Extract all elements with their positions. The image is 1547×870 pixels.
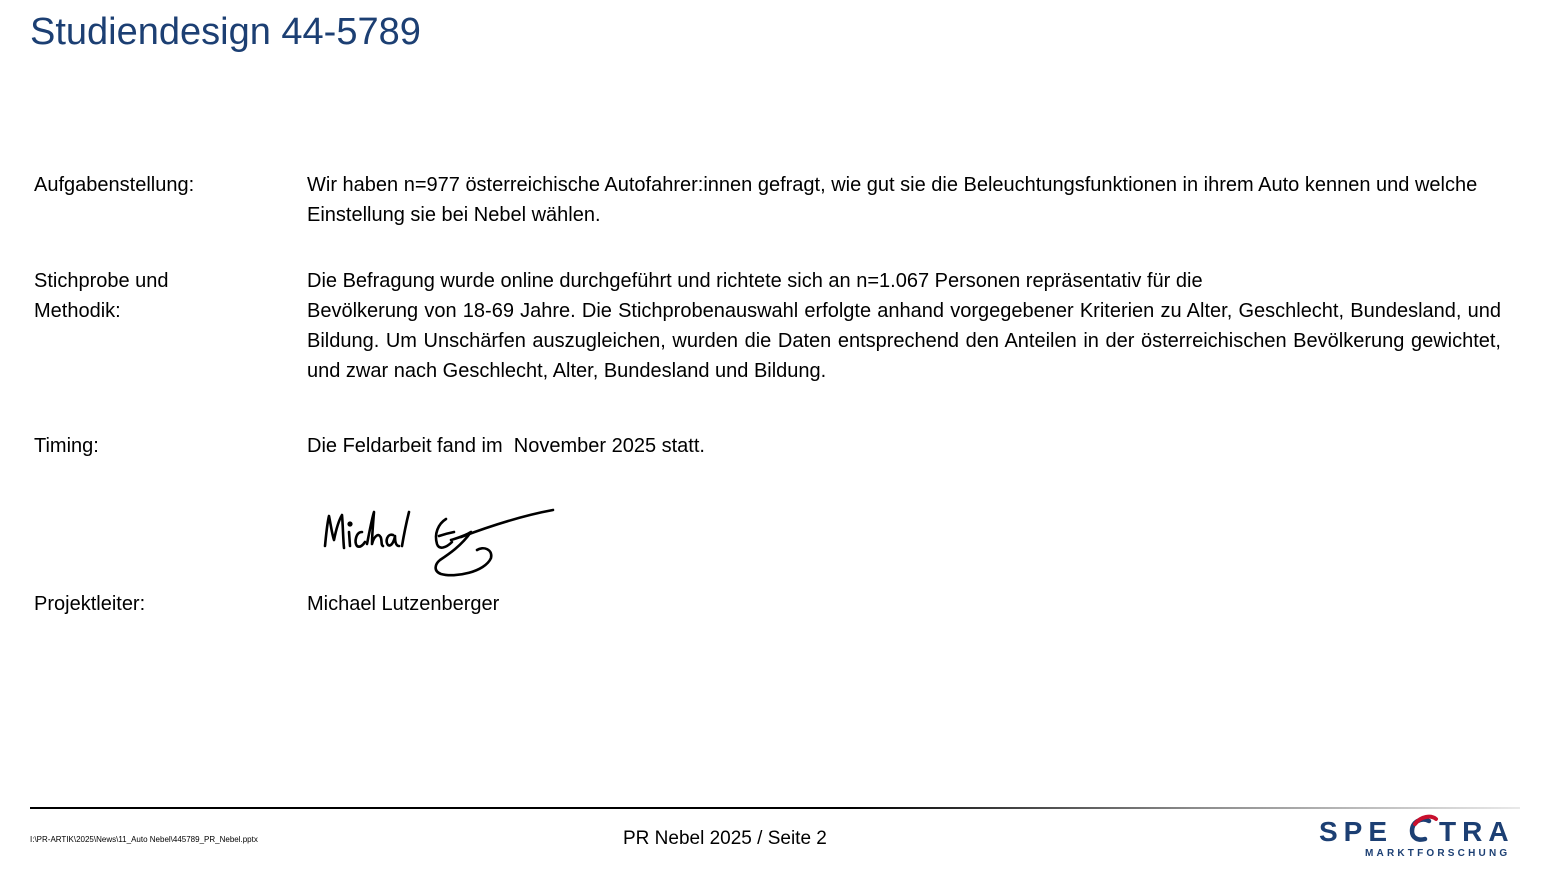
page-title: Studiendesign 44-5789: [30, 11, 421, 53]
label-stichprobe-line1: Stichprobe und: [34, 270, 169, 292]
label-stichprobe-line2: Methodik:: [34, 300, 121, 322]
svg-text:TRA: TRA: [1439, 816, 1515, 847]
label-timing: Timing:: [34, 435, 99, 457]
signature-image: [315, 502, 560, 584]
svg-text:SPE: SPE: [1319, 816, 1394, 847]
text-timing: Die Feldarbeit fand im November 2025 statt.: [307, 435, 705, 457]
label-stichprobe-methodik: [34, 266, 284, 326]
logo-wordmark-graphic: [1315, 813, 1525, 847]
footer-divider: [30, 807, 1520, 809]
spectra-logo: [1315, 813, 1525, 863]
text-projektleiter-name: Michael Lutzenberger: [307, 593, 500, 615]
text-aufgabenstellung: Wir haben n=977 österreichische Autofahrer:innen gefragt, wie gut sie die Beleuchtungsfunktionen in ihrem Auto kennen und welche Einstellung sie bei Nebel wählen.: [307, 174, 1478, 226]
footer-file-path: I:\PR-ARTIK\2025\News\11_Auto Nebel\445789_PR_Nebel.pptx: [30, 835, 258, 844]
text-stichprobe-methodik: [307, 266, 1501, 386]
text-stichprobe-line1: Die Befragung wurde online durchgeführt und richtete sich an n=1.067 Personen repräsentativ für die: [307, 270, 1203, 292]
footer-page-label: PR Nebel 2025 / Seite 2: [623, 828, 827, 849]
text-stichprobe-rest: Bevölkerung von 18-69 Jahre. Die Stichprobenauswahl erfolgte anhand vorgegebener Kriterien zu Alter, Geschlecht, Bundesland, und Bildung. Um Unschärfen auszugleichen, wurden die Daten entsprechend den Anteilen in der österreichischen Bevölkerung gewichtet, und zwar nach Geschlecht, Alter, Bundesland und Bildung.: [307, 300, 1501, 382]
logo-subtitle: MARKTFORSCHUNG: [1365, 848, 1511, 859]
label-projektleiter: Projektleiter:: [34, 593, 146, 615]
label-aufgabenstellung: Aufgabenstellung:: [34, 174, 195, 196]
